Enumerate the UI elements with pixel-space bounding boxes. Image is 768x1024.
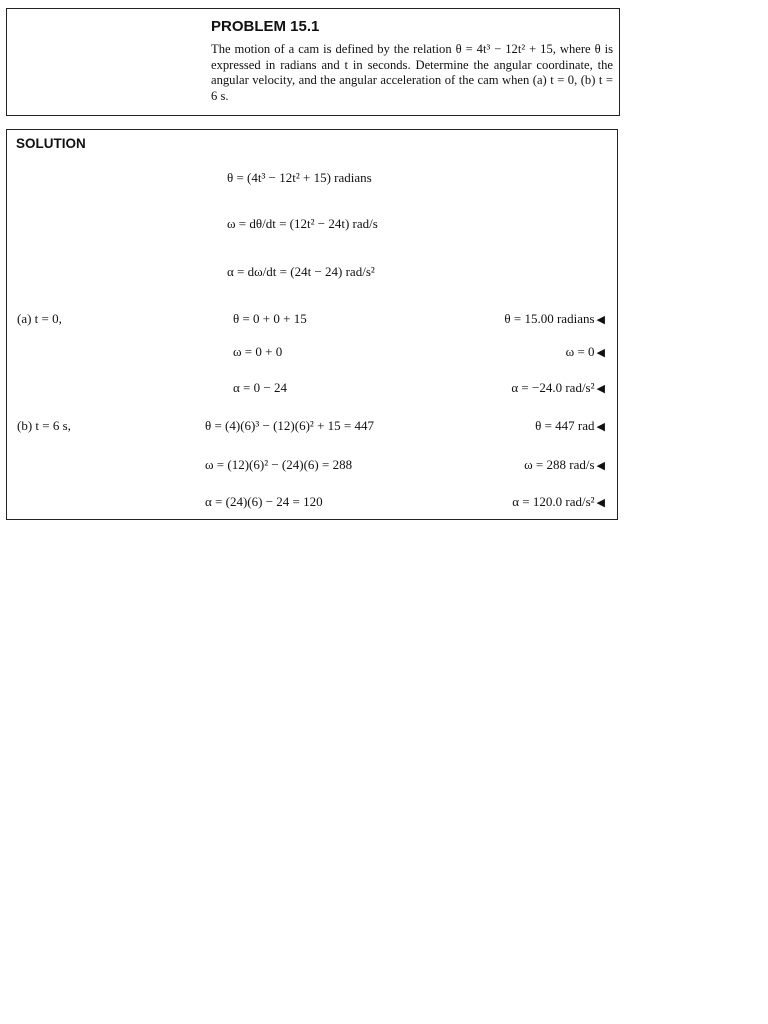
answer-marker-icon: ◀ [596, 459, 605, 472]
answer-marker-icon: ◀ [596, 420, 605, 433]
equation-theta: θ = (4t³ − 12t² + 15) radians [227, 170, 372, 185]
part-a-omega-calc: ω = 0 + 0 [233, 344, 283, 359]
answer-marker-icon: ◀ [596, 496, 605, 509]
problem-box [6, 8, 620, 116]
equation-omega: ω = dθ/dt = (12t² − 24t) rad/s [227, 216, 378, 231]
part-a-theta-calc: θ = 0 + 0 + 15 [233, 311, 307, 326]
part-b-omega-answer: ω = 288 rad/s ◀ [524, 457, 605, 472]
part-a-alpha-calc: α = 0 − 24 [233, 380, 287, 395]
answer-marker-icon: ◀ [596, 382, 605, 395]
equation-alpha: α = dω/dt = (24t − 24) rad/s² [227, 264, 375, 279]
part-a-alpha-answer: α = −24.0 rad/s² ◀ [511, 380, 605, 395]
problem-statement: The motion of a cam is defined by the relation θ = 4t³ − 12t² + 15, where θ is expressed in radians and t in seconds. Determine the angular coordinate, the angular velocity, and the angular acceleration of the cam when (a) t = 0, (b) t = 6 s. [211, 42, 613, 103]
part-b-omega-calc: ω = (12)(6)² − (24)(6) = 288 [205, 457, 353, 472]
answer-marker-icon: ◀ [596, 346, 605, 359]
problem-title: PROBLEM 15.1 [211, 18, 320, 35]
part-b-alpha-calc: α = (24)(6) − 24 = 120 [205, 494, 323, 509]
part-a-theta-answer: θ = 15.00 radians ◀ [504, 311, 605, 326]
part-b-theta-answer: θ = 447 rad ◀ [535, 418, 605, 433]
part-b-label: (b) t = 6 s, [17, 418, 71, 433]
part-b-alpha-answer: α = 120.0 rad/s² ◀ [512, 494, 605, 509]
part-a-label: (a) t = 0, [17, 311, 62, 326]
part-b-theta-calc: θ = (4)(6)³ − (12)(6)² + 15 = 447 [205, 418, 374, 433]
solution-title: SOLUTION [16, 136, 86, 151]
part-a-omega-answer: ω = 0 ◀ [565, 344, 605, 359]
answer-marker-icon: ◀ [596, 313, 605, 326]
solution-box [6, 129, 618, 520]
